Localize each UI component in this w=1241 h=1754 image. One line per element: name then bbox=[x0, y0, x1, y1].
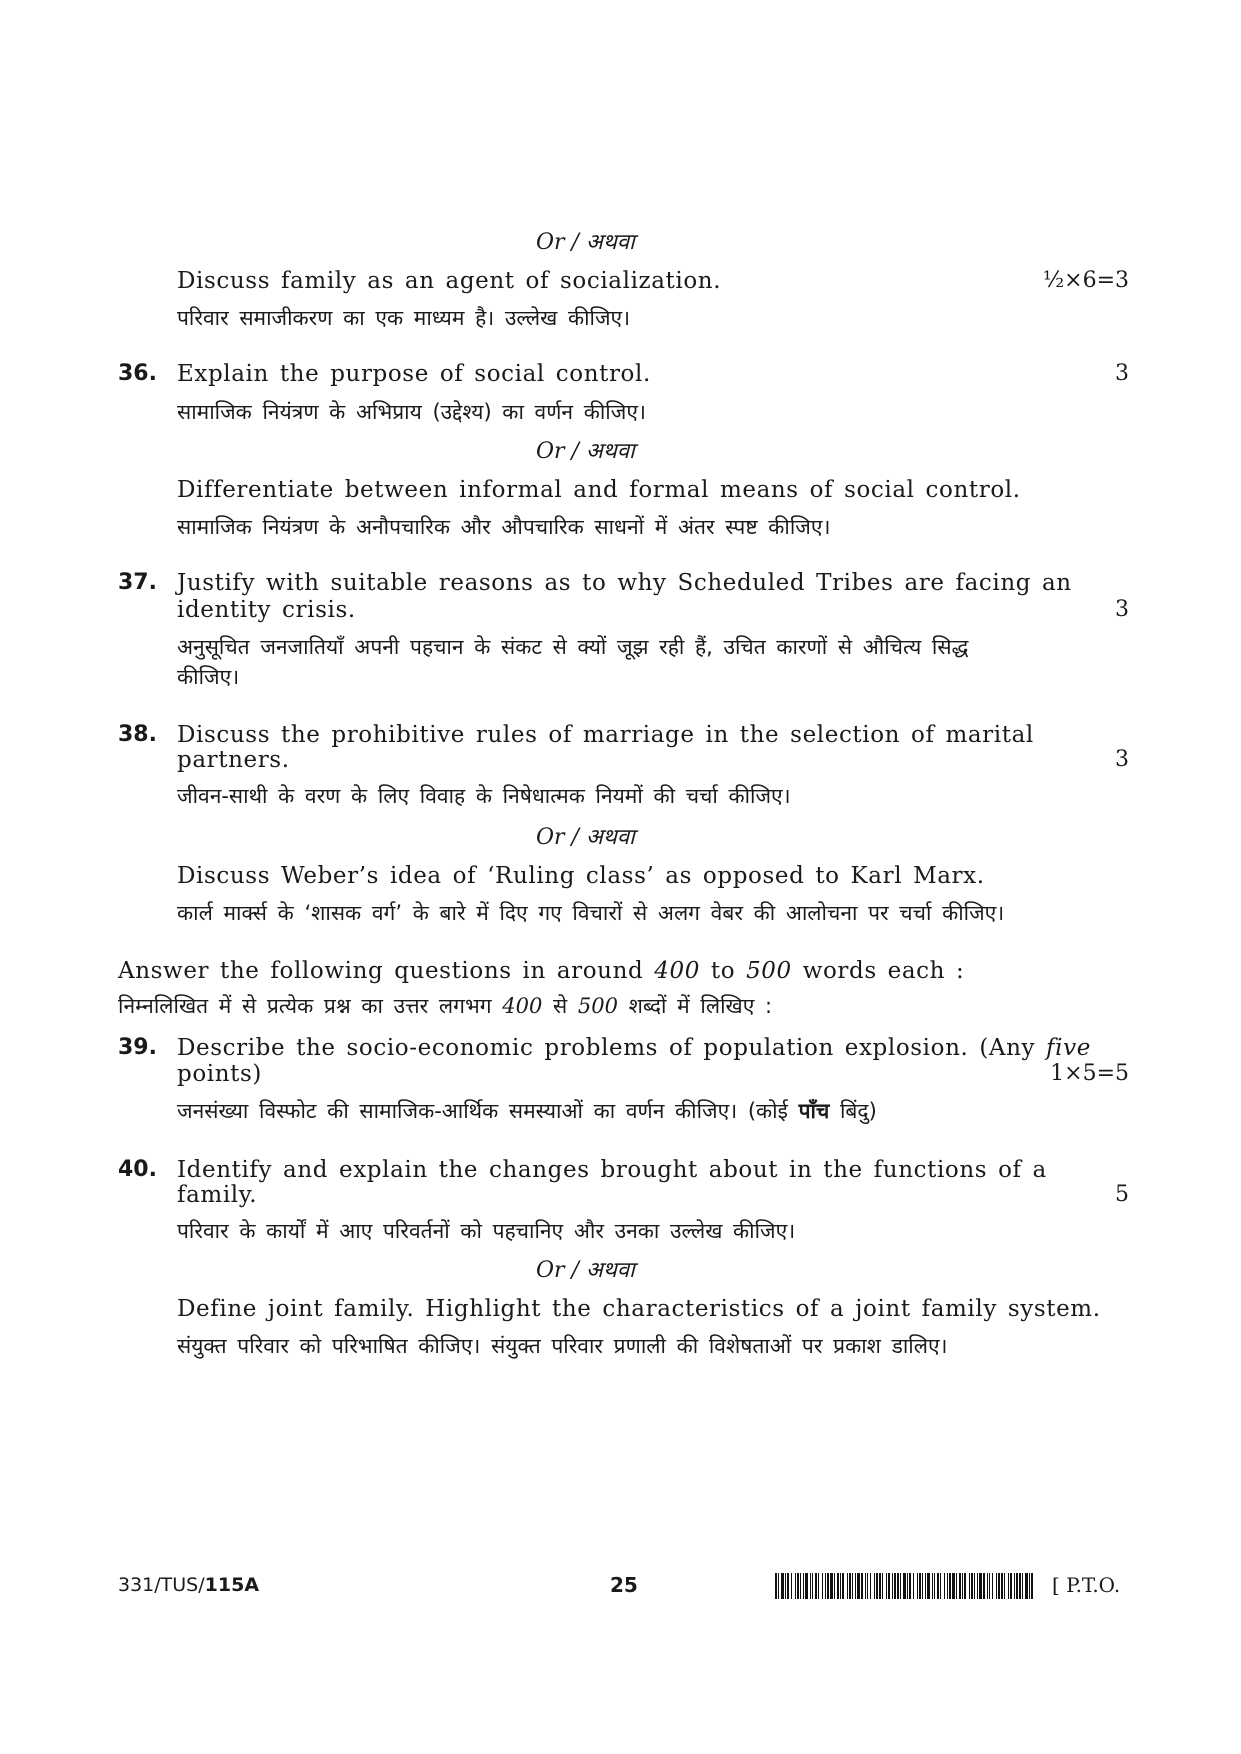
q40-question-en-line2: family. bbox=[177, 1182, 258, 1208]
q37-marks: 3 bbox=[1115, 597, 1129, 622]
q38-alt-question-hi: कार्ल मार्क्स के ‘शासक वर्ग’ के बारे में दिए गए विचारों से अलग वेबर की आलोचना पर चर्चा कीजिए। bbox=[177, 901, 1005, 925]
q38-question-hi: जीवन-साथी के वरण के लिए विवाह के निषेधात्मक नियमों की चर्चा कीजिए। bbox=[177, 784, 791, 808]
q40-alt-question-en: Define joint family. Highlight the characteristics of a joint family system. bbox=[177, 1296, 1101, 1322]
q35-marks: ½×6=3 bbox=[1042, 268, 1129, 293]
or-label: Or / अथवा bbox=[536, 439, 635, 464]
q37-question-en-line1: Justify with suitable reasons as to why Scheduled Tribes are facing an bbox=[177, 570, 1072, 596]
q38-question-en-line2: partners. bbox=[177, 747, 290, 773]
q37-question-hi-line2: कीजिए। bbox=[177, 665, 240, 689]
q39-question-en-line1: Describe the socio-economic problems of population explosion. (Any five bbox=[177, 1035, 1091, 1061]
pto-label: [ P.T.O. bbox=[1052, 1573, 1121, 1597]
or-label: Or / अथवा bbox=[536, 1258, 635, 1283]
q39-question-hi: जनसंख्या विस्फोट की सामाजिक-आर्थिक समस्याओं का वर्णन कीजिए। (कोई पाँच बिंदु) bbox=[177, 1099, 877, 1123]
barcode-image bbox=[775, 1573, 1033, 1599]
q40-marks: 5 bbox=[1115, 1182, 1129, 1207]
q39-question-en-line2: points) bbox=[177, 1061, 262, 1087]
q38-marks: 3 bbox=[1115, 747, 1129, 772]
section-instruction-hi: निम्नलिखित में से प्रत्येक प्रश्न का उत्तर लगभग 400 से 500 शब्दों में लिखिए : bbox=[118, 994, 773, 1018]
q37-question-hi-line1: अनुसूचित जनजातियाँ अपनी पहचान के संकट से क्यों जूझ रही हैं, उचित कारणों से औचित्य सिद्ध bbox=[177, 635, 969, 659]
q40-question-hi: परिवार के कार्यों में आए परिवर्तनों को पहचानिए और उनका उल्लेख कीजिए। bbox=[177, 1219, 796, 1243]
q39-number: 39. bbox=[118, 1035, 157, 1060]
q38-alt-question-en: Discuss Weber’s idea of ‘Ruling class’ as opposed to Karl Marx. bbox=[177, 863, 985, 889]
q40-number: 40. bbox=[118, 1157, 157, 1182]
q36-question-en: Explain the purpose of social control. bbox=[177, 361, 651, 387]
q38-question-en-line1: Discuss the prohibitive rules of marriage in the selection of marital bbox=[177, 722, 1034, 748]
q36-marks: 3 bbox=[1115, 361, 1129, 386]
q35-or-question-hi: परिवार समाजीकरण का एक माध्यम है। उल्लेख कीजिए। bbox=[177, 306, 631, 330]
page-number: 25 bbox=[610, 1573, 638, 1597]
or-label: Or / अथवा bbox=[536, 230, 635, 255]
q39-marks: 1×5=5 bbox=[1050, 1061, 1129, 1086]
paper-code: 331/TUS/115A bbox=[118, 1574, 260, 1596]
q35-or-question-en: Discuss family as an agent of socialization. bbox=[177, 268, 722, 294]
q38-number: 38. bbox=[118, 722, 157, 747]
q36-question-hi: सामाजिक नियंत्रण के अभिप्राय (उद्देश्य) का वर्णन कीजिए। bbox=[177, 400, 646, 424]
q36-number: 36. bbox=[118, 361, 157, 386]
q40-alt-question-hi: संयुक्त परिवार को परिभाषित कीजिए। संयुक्त परिवार प्रणाली की विशेषताओं पर प्रकाश डालिए। bbox=[177, 1334, 948, 1358]
section-instruction-en: Answer the following questions in around 400 to 500 words each : bbox=[118, 958, 965, 984]
q37-number: 37. bbox=[118, 570, 157, 595]
q36-alt-question-en: Differentiate between informal and formal means of social control. bbox=[177, 477, 1021, 503]
or-label: Or / अथवा bbox=[536, 825, 635, 850]
q40-question-en-line1: Identify and explain the changes brought about in the functions of a bbox=[177, 1157, 1047, 1183]
q36-alt-question-hi: सामाजिक नियंत्रण के अनौपचारिक और औपचारिक साधनों में अंतर स्पष्ट कीजिए। bbox=[177, 515, 831, 539]
q37-question-en-line2: identity crisis. bbox=[177, 597, 356, 623]
